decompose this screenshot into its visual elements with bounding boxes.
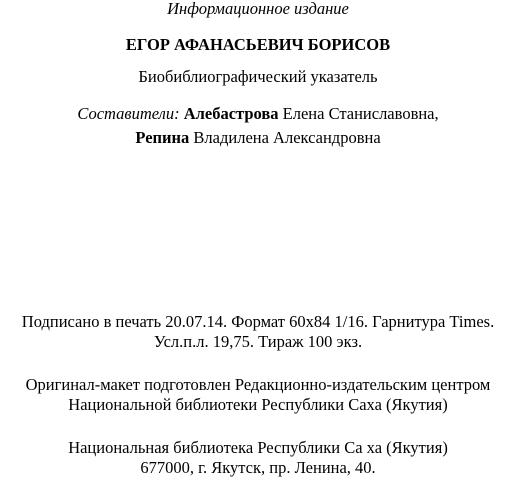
- compiler-2-name: Владилена Александровна: [193, 128, 381, 147]
- publisher-line-1: Национальная библиотека Республики Са ха (Якутия): [68, 438, 448, 457]
- compilers-line-1: [0, 104, 516, 124]
- edition-type: Информационное издание: [167, 0, 349, 18]
- compiler-1-surname: Алебастрова: [183, 104, 279, 123]
- compilers-label: Составители:: [77, 104, 180, 123]
- compiler-1-name: Елена Станиславовна,: [282, 104, 439, 123]
- book-subtitle: Биобиблиографический указатель: [138, 67, 378, 86]
- publisher-address: 677000, г. Якутск, пр. Ленина, 40.: [140, 458, 376, 477]
- print-info-line-1: Подписано в печать 20.07.14. Формат 60х84 1/16. Гарнитура Times.: [21, 312, 495, 331]
- print-info-line-2: Усл.п.л. 19,75. Тираж 100 экз.: [153, 332, 363, 351]
- layout-info-line-2: Национальной библиотеки Республики Саха (Якутия): [68, 395, 448, 414]
- book-title: ЕГОР АФАНАСЬЕВИЧ БОРИСОВ: [125, 35, 391, 54]
- compilers-line-2: [0, 128, 516, 148]
- layout-info-line-1: Оригинал-макет подготовлен Редакционно-издательским центром: [25, 375, 491, 394]
- compiler-2-surname: Репина: [135, 128, 190, 147]
